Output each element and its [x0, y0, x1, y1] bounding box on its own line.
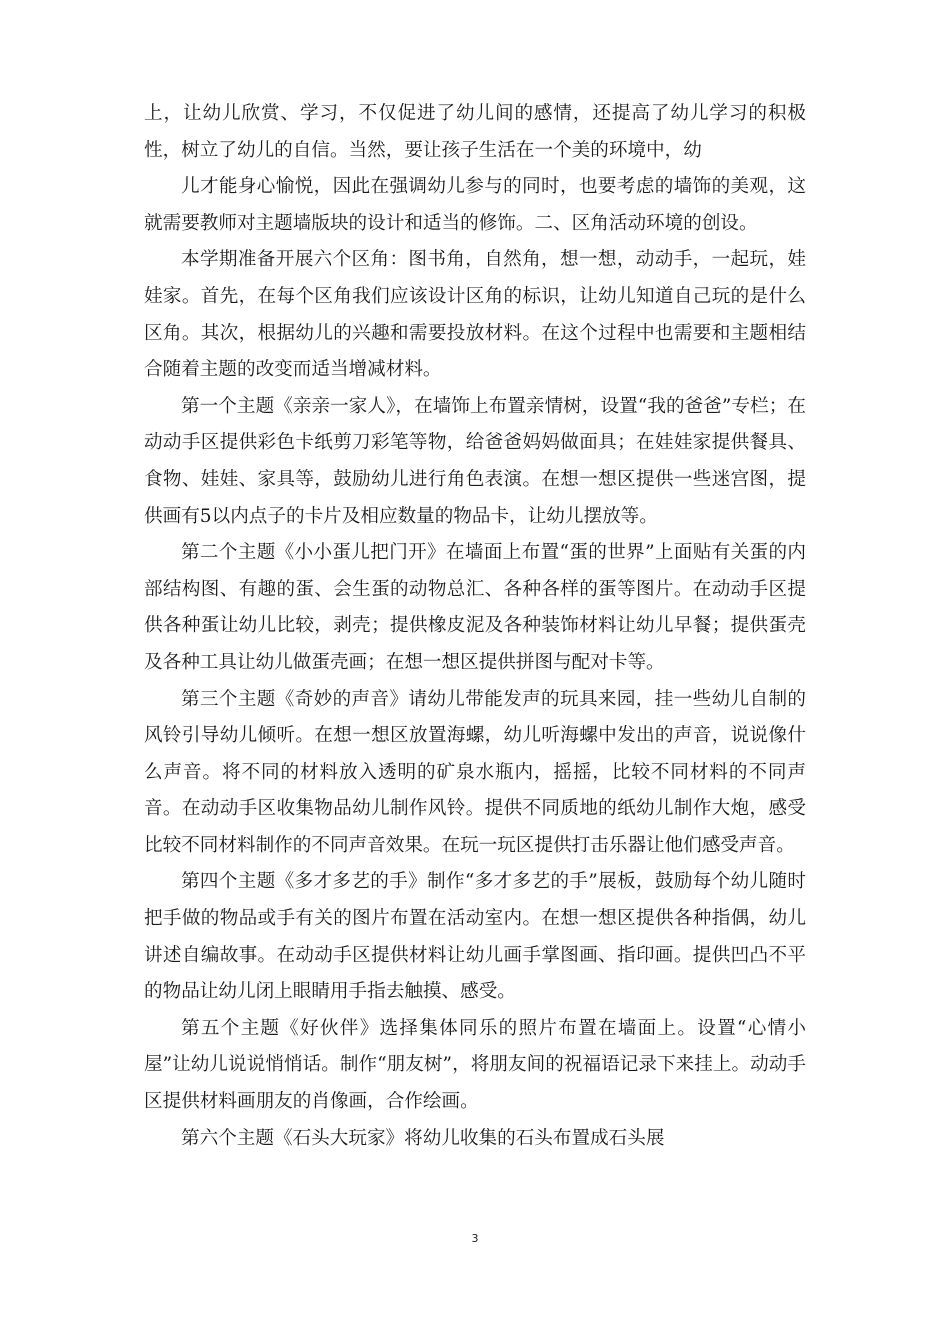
paragraph-theme-6: 第六个主题《石头大玩家》将幼儿收集的石头布置成石头展: [181, 1127, 665, 1149]
paragraph-wall-decoration: 儿才能身心愉悦，因此在强调幼儿参与的同时，也要考虑的墙饰的美观，这就需要教师对主题墙版块的设计和适当的修饰。二、区角活动环境的创设。: [144, 176, 806, 234]
paragraph-theme-3: 第三个主题《奇妙的声音》请幼儿带能发声的玩具来园，挂一些幼儿自制的风铃引导幼儿倾听。在想一想区放置海螺，幼儿听海螺中发出的声音，说说像什么声音。将不同的材料放入透明的矿泉水瓶内，摇摇，比较不同材料的不同声音。在动动手区收集物品幼儿制作风铃。提供不同质地的纸幼儿制作大炮，感受比较不同材料制作的不同声音效果。在玩一玩区提供打击乐器让他们感受声音。: [144, 688, 806, 856]
paragraph-corner-areas: 本学期准备开展六个区角：图书角，自然角，想一想，动动手，一起玩，娃娃家。首先，在每个区角我们应该设计区角的标识，让幼儿知道自己玩的是什么区角。其次，根据幼儿的兴趣和需要投放材料。在这个过程中也需要和主题相结合随着主题的改变而适当增减材料。: [144, 249, 806, 381]
paragraph-theme-1: 第一个主题《亲亲一家人》，在墙饰上布置亲情树，设置“我的爸爸”专栏；在动动手区提供彩色卡纸剪刀彩笔等物，给爸爸妈妈做面具；在娃娃家提供餐具、食物、娃娃、家具等，鼓励幼儿进行角色表演。在想一想区提供一些迷宫图，提供画有5以内点子的卡片及相应数量的物品卡，让幼儿摆放等。: [144, 395, 806, 527]
paragraph-theme-5: 第五个主题《好伙伴》选择集体同乐的照片布置在墙面上。设置“心情小屋”让幼儿说说悄悄话。制作“朋友树”，将朋友间的祝福语记录下来挂上。动动手区提供材料画朋友的肖像画，合作绘画。: [144, 1017, 806, 1113]
paragraph-theme-4: 第四个主题《多才多艺的手》制作“多才多艺的手”展板，鼓励每个幼儿随时把手做的物品或手有关的图片布置在活动室内。在想一想区提供各种指偶，幼儿讲述自编故事。在动动手区提供材料让幼儿画手掌图画、指印画。提供凹凸不平的物品让幼儿闭上眼睛用手指去触摸、感受。: [144, 871, 806, 1003]
paragraph-continuation: 上，让幼儿欣赏、学习，不仅促进了幼儿间的感情，还提高了幼儿学习的积极性，树立了幼儿的自信。当然，要让孩子生活在一个美的环境中，幼: [144, 103, 806, 161]
body-text: [144, 96, 806, 1157]
page-number: 3: [471, 1232, 479, 1245]
paragraph-theme-2: 第二个主题《小小蛋儿把门开》在墙面上布置“蛋的世界”上面贴有关蛋的内部结构图、有趣的蛋、会生蛋的动物总汇、各种各样的蛋等图片。在动动手区提供各种蛋让幼儿比较，剥壳；提供橡皮泥及各种装饰材料让幼儿早餐；提供蛋壳及各种工具让幼儿做蛋壳画；在想一想区提供拼图与配对卡等。: [144, 542, 806, 673]
